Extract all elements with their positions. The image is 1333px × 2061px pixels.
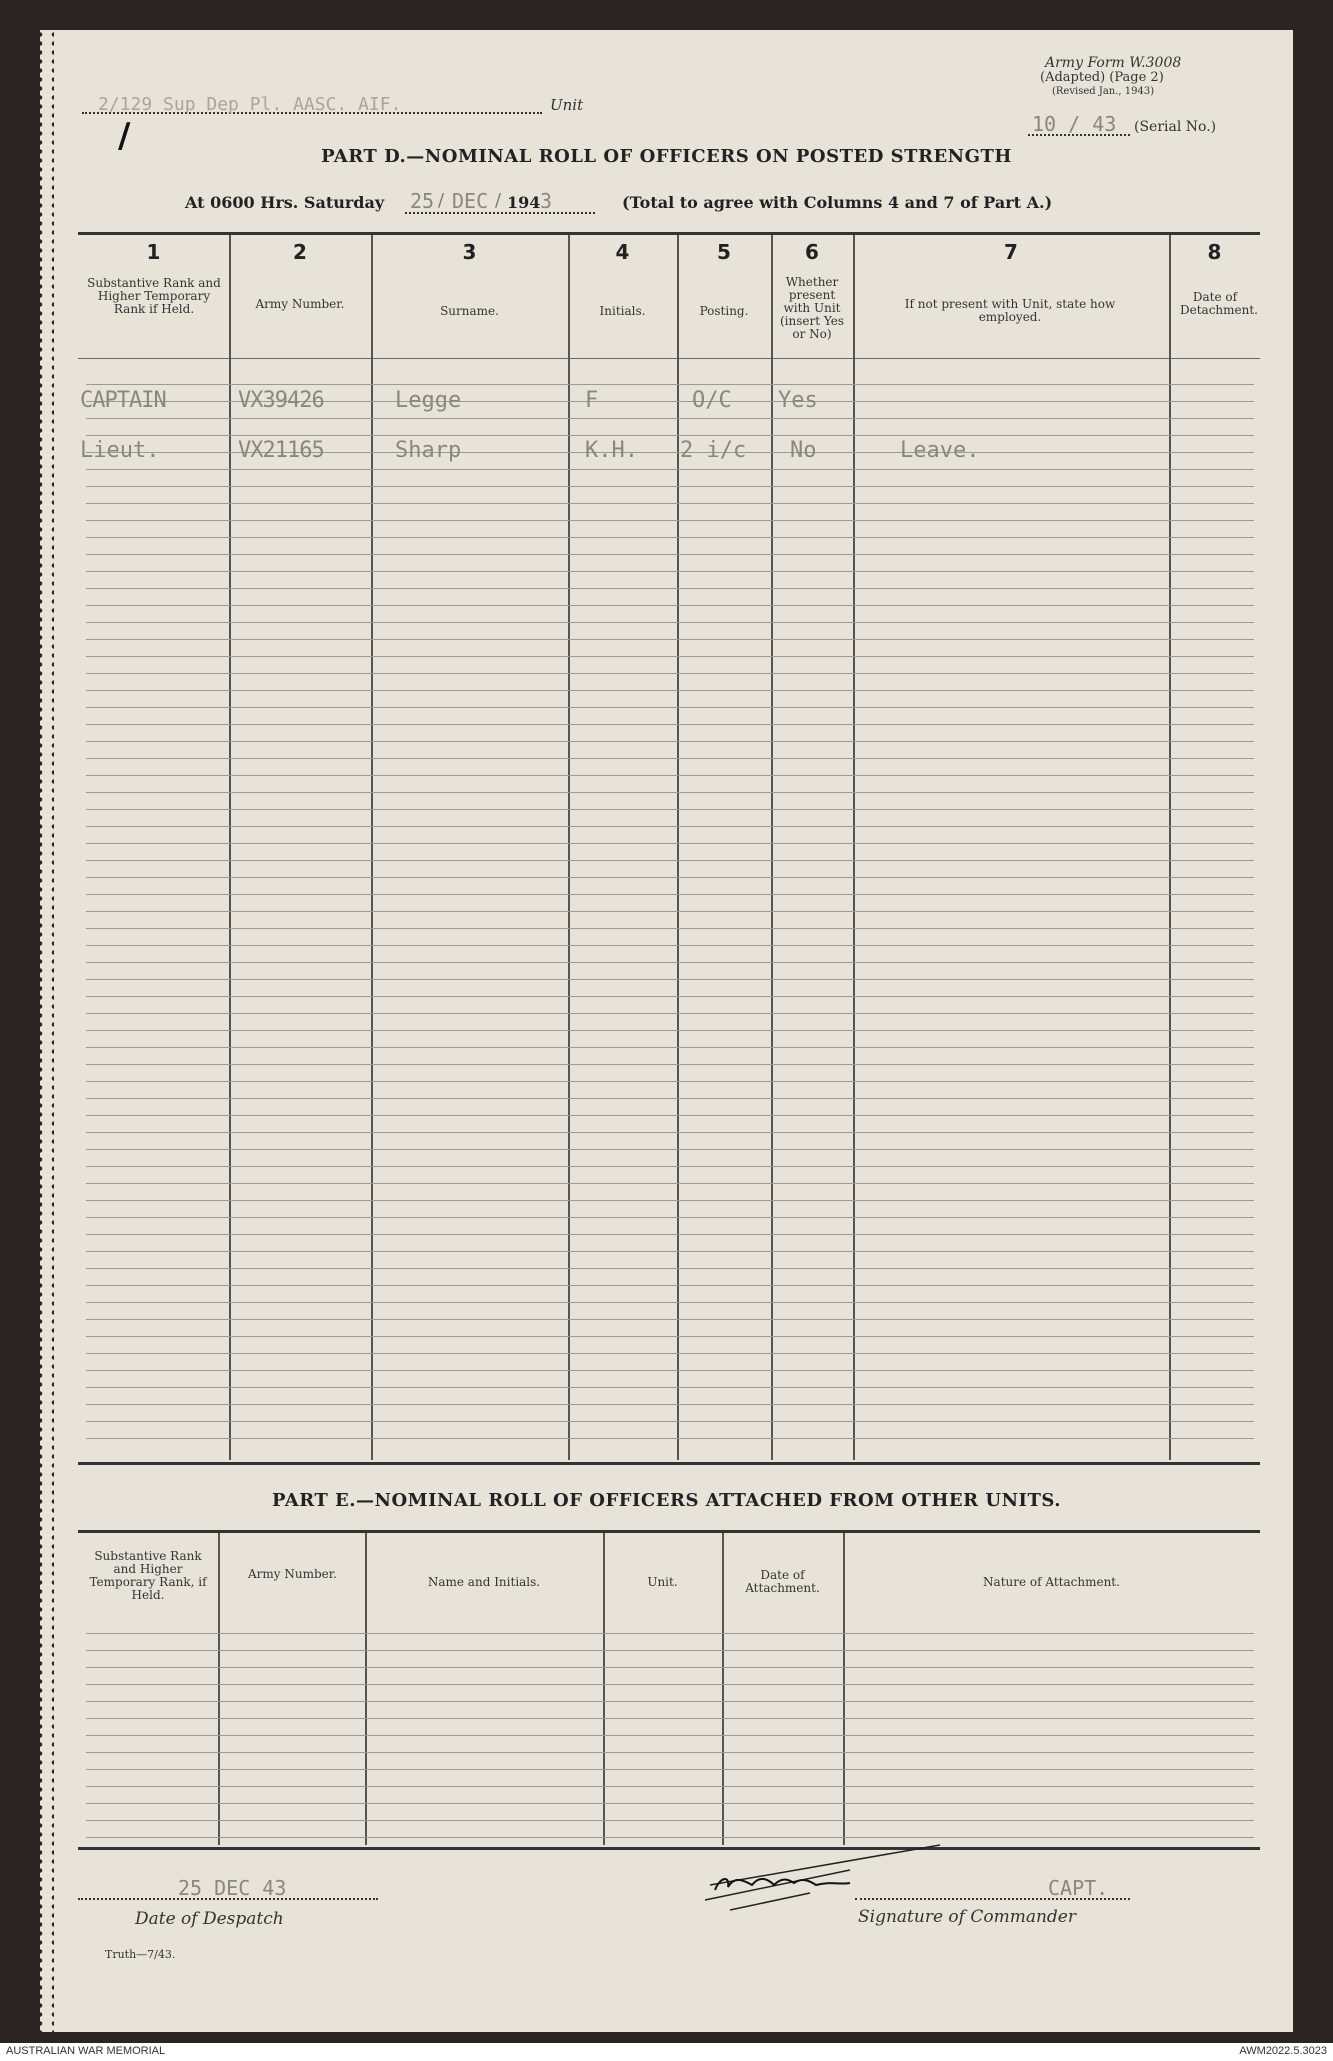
ruled-line — [86, 690, 1254, 691]
cell-posting: 2 i/c — [680, 438, 747, 463]
col-num-8: 8 — [1207, 240, 1222, 264]
caption-left: AUSTRALIAN WAR MEMORIAL — [6, 2045, 166, 2057]
time-prefix: At 0600 Hrs. Saturday — [185, 193, 385, 212]
ruled-line — [86, 792, 1254, 793]
commander-signature — [690, 1815, 950, 1915]
ruled-line — [86, 860, 1254, 861]
part-d-header-rule — [78, 358, 1260, 359]
cell-rank: CAPTAIN — [80, 388, 166, 413]
col-header-posting: Posting. — [699, 304, 749, 318]
form-paper — [40, 30, 1293, 2032]
ruled-line — [86, 996, 1254, 997]
ruled-line — [86, 1404, 1254, 1405]
ruled-line — [86, 758, 1254, 759]
ruled-line — [86, 537, 1254, 538]
caption-right: AWM2022.5.3023 — [1239, 2045, 1327, 2057]
ruled-line — [86, 826, 1254, 827]
total-note: (Total to agree with Columns 4 and 7 of Part A.) — [622, 193, 1053, 212]
ruled-line — [86, 1336, 1254, 1337]
ruled-line — [86, 979, 1254, 980]
ruled-line — [86, 1285, 1254, 1286]
unit-value: 2/129 Sup Dep Pl. AASC. AIF. — [98, 94, 402, 115]
ruled-line — [86, 435, 1254, 436]
ruled-line — [86, 1047, 1254, 1048]
ruled-line — [86, 1234, 1254, 1235]
cell-surname: Sharp — [395, 438, 462, 463]
form-name: Army Form W.3008 — [1045, 55, 1182, 71]
unit-label: Unit — [550, 96, 584, 114]
e-header-date-attachment: Date of Attachment. — [745, 1568, 820, 1595]
ruled-line — [86, 1013, 1254, 1014]
ruled-line — [86, 894, 1254, 895]
col-header-rank: Substantive Rank and Higher Temporary Rank if Held. — [87, 276, 221, 316]
ruled-line — [86, 1149, 1254, 1150]
ruled-line — [86, 1735, 1254, 1736]
ruled-line — [86, 1319, 1254, 1320]
cell-initials: F — [585, 388, 599, 413]
e-header-army-number: Army Number. — [248, 1567, 337, 1581]
ruled-line — [86, 1200, 1254, 1201]
col-header-army-number: Army Number. — [255, 297, 345, 311]
ruled-line — [86, 1302, 1254, 1303]
cell-army-number: VX39426 — [238, 388, 324, 413]
cell-initials: K.H. — [585, 438, 638, 463]
ruled-line — [86, 1387, 1254, 1388]
ruled-line — [86, 1667, 1254, 1668]
ruled-line — [86, 1752, 1254, 1753]
col-num-4: 4 — [615, 240, 630, 264]
cell-employed: Leave. — [900, 438, 980, 463]
ruled-line — [86, 622, 1254, 623]
ruled-line — [86, 486, 1254, 487]
ruled-line — [86, 1684, 1254, 1685]
ruled-line — [86, 1718, 1254, 1719]
ruled-line — [86, 1166, 1254, 1167]
ruled-line — [86, 1115, 1254, 1116]
year-prefix: 194 — [507, 193, 541, 212]
ruled-line — [86, 945, 1254, 946]
col-num-6: 6 — [805, 240, 819, 264]
ruled-line — [86, 911, 1254, 912]
col-num-3: 3 — [462, 240, 477, 264]
e-header-name: Name and Initials. — [427, 1575, 541, 1589]
ruled-line — [86, 1803, 1254, 1804]
caption-bar — [0, 2043, 1333, 2061]
col-header-present: Whether present with Unit (insert Yes or No) — [779, 275, 845, 341]
ruled-line — [86, 1217, 1254, 1218]
ruled-line — [86, 724, 1254, 725]
cell-rank: Lieut. — [80, 438, 160, 463]
col-num-5: 5 — [717, 240, 731, 264]
part-d-title: PART D.—NOMINAL ROLL OF OFFICERS ON POSTED STRENGTH — [321, 146, 1012, 167]
signature-rank: CAPT. — [1048, 1876, 1109, 1900]
cell-posting: O/C — [692, 388, 732, 413]
serial-value: 10 / 43 — [1032, 112, 1117, 136]
perforated-edge — [40, 30, 54, 2032]
ruled-line — [86, 1064, 1254, 1065]
ruled-line — [86, 741, 1254, 742]
part-e-title: PART E.—NOMINAL ROLL OF OFFICERS ATTACHED FROM OTHER UNITS. — [272, 1490, 1061, 1511]
ruled-line — [86, 809, 1254, 810]
year-suffix: 3 — [540, 189, 553, 213]
part-d-top-rule — [78, 232, 1260, 235]
despatch-value: 25 DEC 43 — [178, 1876, 287, 1900]
ruled-line — [86, 1081, 1254, 1082]
col-num-1: 1 — [146, 240, 161, 264]
ruled-line — [86, 503, 1254, 504]
cell-army-number: VX21165 — [238, 438, 324, 463]
ruled-line — [86, 588, 1254, 589]
col-num-7: 7 — [1004, 240, 1018, 264]
ruled-line — [86, 928, 1254, 929]
date-day: 25 — [410, 189, 435, 213]
part-d-bottom-rule — [78, 1462, 1260, 1465]
ruled-line — [86, 1650, 1254, 1651]
ruled-line — [86, 418, 1254, 419]
ruled-line — [86, 384, 1254, 385]
form-revised: (Revised Jan., 1943) — [1052, 86, 1155, 97]
ruled-line — [86, 775, 1254, 776]
ruled-line — [86, 1421, 1254, 1422]
ruled-line — [86, 1098, 1254, 1099]
ruled-line — [86, 1820, 1254, 1821]
ruled-line — [86, 1132, 1254, 1133]
ruled-line — [86, 656, 1254, 657]
e-header-unit: Unit. — [647, 1575, 678, 1589]
ruled-line — [86, 673, 1254, 674]
ruled-line — [86, 1370, 1254, 1371]
cell-surname: Legge — [395, 388, 462, 413]
col-header-detachment: Date of Detachment. — [1180, 290, 1258, 317]
cell-present: No — [790, 438, 817, 463]
ruled-line — [86, 605, 1254, 606]
form-adapted: (Adapted) (Page 2) — [1040, 70, 1164, 85]
ruled-line — [86, 962, 1254, 963]
ruled-line — [86, 1769, 1254, 1770]
e-header-rank: Substantive Rank and Higher Temporary Rank, if Held. — [89, 1549, 207, 1602]
despatch-label: Date of Despatch — [135, 1909, 284, 1929]
ruled-line — [86, 1183, 1254, 1184]
cell-present: Yes — [778, 388, 818, 413]
col-header-initials: Initials. — [599, 304, 646, 318]
ruled-line — [86, 554, 1254, 555]
ruled-line — [86, 1786, 1254, 1787]
ruled-line — [86, 843, 1254, 844]
serial-label: (Serial No.) — [1134, 119, 1217, 135]
ruled-line — [86, 1837, 1254, 1838]
part-e-bottom-rule — [78, 1847, 1260, 1850]
printer-mark: Truth—7/43. — [105, 1948, 176, 1961]
ruled-line — [86, 1633, 1254, 1634]
date-month: DEC — [452, 189, 489, 213]
ruled-line — [86, 1251, 1254, 1252]
ruled-line — [86, 639, 1254, 640]
ruled-line — [86, 1353, 1254, 1354]
ruled-line — [86, 520, 1254, 521]
ruled-line — [86, 571, 1254, 572]
ink-mark: / — [118, 116, 131, 156]
ruled-line — [86, 1701, 1254, 1702]
ruled-line — [86, 469, 1254, 470]
col-header-surname: Surname. — [440, 304, 499, 318]
col-num-2: 2 — [293, 240, 307, 264]
e-header-nature: Nature of Attachment. — [983, 1575, 1120, 1589]
col-header-employed: If not present with Unit, state how employed. — [904, 297, 1116, 324]
ruled-line — [86, 707, 1254, 708]
ruled-line — [86, 877, 1254, 878]
signature-label: Signature of Commander — [858, 1907, 1076, 1927]
ruled-line — [86, 1268, 1254, 1269]
ruled-line — [86, 1438, 1254, 1439]
part-e-top-rule — [78, 1530, 1260, 1533]
ruled-line — [86, 1030, 1254, 1031]
